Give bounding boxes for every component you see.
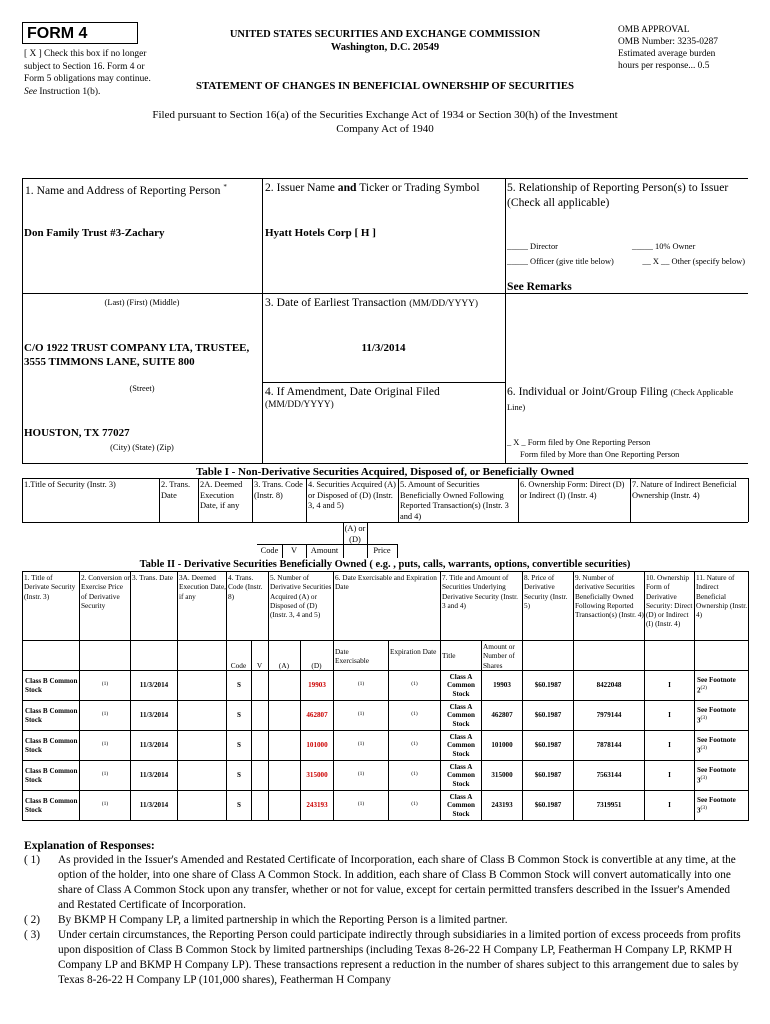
transaction-date: 11/3/2014 <box>131 791 178 821</box>
transaction-v <box>252 731 269 761</box>
footnote-text: As provided in the Issuer's Amended and Restated Certificate of Incorporation, each share of Class B Common Stock is convertible at any time, at the option of the holder, into one share of Class A Common Stock. In addition, each share of Class B Common Stock will convert automatically into one share of Class A Common Stock upon any transfer, whether or not for value, except for certain permitted transfers described in the Issuer's Amended and Restated Certificate of Incorporation. <box>58 854 736 911</box>
grid-line <box>198 478 199 522</box>
box4-format: (MM/DD/YYYY) <box>265 400 334 410</box>
t2-sub-date-exercisable: Date Exercisable <box>335 647 370 666</box>
conversion-price-footnote-ref: (1) <box>101 711 109 718</box>
table1-title: Table I - Non-Derivative Securities Acquired, Disposed of, or Beneficially Owned <box>195 466 575 478</box>
city-fields-label: (City) (State) (Zip) <box>110 443 174 452</box>
grid-line <box>177 571 178 670</box>
omb-burden: Estimated average burden <box>618 49 716 59</box>
disposed-amount: 19903 <box>301 671 334 701</box>
t1-col3: 3. Trans. Code (Instr. 8) <box>254 480 303 500</box>
grid-line <box>644 571 645 670</box>
owned-following: 8422048 <box>574 671 645 701</box>
footnote-ref: (3) <box>700 805 707 812</box>
footnote <box>24 928 748 988</box>
deemed-execution-date <box>178 791 227 821</box>
underlying-title: Class A Common Stock <box>441 761 482 791</box>
grid-line <box>79 571 80 670</box>
grid-line <box>748 478 749 522</box>
box6-label-text: 6. Individual or Joint/Group Filing <box>507 385 668 398</box>
owned-following: 7878144 <box>574 731 645 761</box>
acquired-amount <box>269 791 301 821</box>
transaction-date: 11/3/2014 <box>131 761 178 791</box>
underlying-title: Class A Common Stock <box>441 791 482 821</box>
table-row <box>23 791 749 821</box>
t1-sub-code: Code <box>260 546 279 555</box>
omb-approval <box>618 24 758 72</box>
relationship-other[interactable]: __ X __ Other (specify below) <box>642 257 745 266</box>
date-exercisable-footnote-ref: (1) <box>357 771 365 778</box>
ownership-form: I <box>645 671 695 701</box>
conversion-price-footnote-ref: (1) <box>101 801 109 808</box>
t2-sub-amount: Amount or Number of Shares <box>483 642 515 670</box>
footnote-link: See Footnote 3 <box>697 705 736 725</box>
earliest-transaction-date: 11/3/2014 <box>361 342 406 354</box>
reporting-street: C/O 1922 TRUST COMPANY LTA, TRUSTEE, 3555 TIMMONS LANE, SUITE 800 <box>24 342 250 368</box>
box2-label-post: Ticker or Trading Symbol <box>359 181 480 194</box>
ownership-form: I <box>645 731 695 761</box>
table-row <box>23 671 749 701</box>
expiration-date <box>389 731 441 761</box>
grid-line <box>398 478 399 522</box>
t2-col11: 11. Nature of Indirect Beneficial Ownership (Instr. 4) <box>696 573 748 620</box>
grid-line <box>262 178 263 463</box>
agency-name: UNITED STATES SECURITIES AND EXCHANGE COMMISSION <box>229 29 541 40</box>
derivative-security-title: Class B Common Stock <box>23 731 80 761</box>
acquired-amount <box>269 731 301 761</box>
table-row <box>23 701 749 731</box>
underlying-title: Class A Common Stock <box>441 701 482 731</box>
footnote-text: Under certain circumstances, the Reporting Person could participate indirectly through subsidiaries in a limited portion of excess proceeds from profits upon disposition of Class B Common Stock by limited partnerships (including Texas 8-26-22 H Company LP, Featherman H Company LP, RKMP H Company LP and BKMP H Company LP). These transactions represent a reduction in the number of shares subject to this arrangement due to sales by Texas 8-26-22 H Company LP (101,000 shares), Featherman H Company <box>58 929 741 986</box>
form-label: FORM 4 <box>27 25 88 42</box>
underlying-title: Class A Common Stock <box>441 731 482 761</box>
grid-line <box>159 478 160 522</box>
expiration-date <box>389 701 441 731</box>
grid-line <box>22 178 748 179</box>
grid-line <box>22 178 23 463</box>
filed-pursuant: Filed pursuant to Section 16(a) of the Securities Exchange Act of 1934 or Section 30(h) of the Investment Company Act of 1940 <box>152 109 618 135</box>
grid-line <box>22 478 23 522</box>
transaction-code: S <box>227 731 252 761</box>
date-exercisable <box>334 671 389 701</box>
t2-col3a: 3A. Deemed Execution Date, if any <box>179 573 227 601</box>
box2-label <box>265 180 505 195</box>
conversion-price <box>80 671 131 701</box>
t2-col9: 9. Number of derivative Securities Beneficially Owned Following Reported Transaction(s) (Instr. 4) <box>575 573 644 620</box>
statement-title: STATEMENT OF CHANGES IN BENEFICIAL OWNERSHIP OF SECURITIES <box>195 80 575 92</box>
acquired-amount <box>269 701 301 731</box>
expiration-date-footnote-ref: (1) <box>411 711 418 718</box>
deemed-execution-date <box>178 701 227 731</box>
t2-sub-code: Code <box>230 661 247 670</box>
conversion-price-footnote-ref: (1) <box>101 681 109 688</box>
t1-col7: 7. Nature of Indirect Beneficial Ownership (Instr. 4) <box>632 480 737 500</box>
t1-col4: 4. Securities Acquired (A) or Disposed of (D) (Instr. 3, 4 and 5) <box>308 480 396 510</box>
grid-line <box>22 478 748 479</box>
filing-more-persons[interactable]: Form filed by More than One Reporting Person <box>520 450 680 459</box>
t1-sub-amount: Amount <box>310 546 339 555</box>
footnote-ref: (3) <box>700 745 707 752</box>
relationship-officer[interactable]: _____ Officer (give title below) <box>507 257 614 266</box>
derivative-security-title: Class B Common Stock <box>23 761 80 791</box>
conversion-price <box>80 731 131 761</box>
conversion-price <box>80 791 131 821</box>
footnote-number: ( 1) <box>24 854 40 866</box>
underlying-shares: 243193 <box>482 791 523 821</box>
box5-label-text: 5. Relationship of Reporting Person(s) to Issuer <box>507 181 729 194</box>
grid-line <box>262 382 506 383</box>
indirect-nature <box>695 791 749 821</box>
derivative-security-title: Class B Common Stock <box>23 791 80 821</box>
section16-checkbox-text: Check this box if no longer subject to Section 16. Form 4 or Form 5 obligations may continue. <box>24 49 151 84</box>
relationship-director[interactable]: _____ Director <box>507 242 558 251</box>
box2-label-and: and <box>337 181 357 194</box>
omb-title: OMB APPROVAL <box>618 25 690 35</box>
transaction-v <box>252 791 269 821</box>
t1-col6: 6. Ownership Form: Direct (D) or Indirect (I) (Instr. 4) <box>520 480 625 500</box>
reporting-person-name: Don Family Trust #3-Zachary <box>24 227 165 239</box>
expiration-date <box>389 791 441 821</box>
grid-line <box>22 571 23 670</box>
box3-format: (MM/DD/YYYY) <box>409 299 479 309</box>
see-remarks: See Remarks <box>507 280 572 293</box>
expiration-date <box>389 671 441 701</box>
t2-col6: 6. Date Exercisable and Expiration Date <box>335 573 437 592</box>
grid-line <box>573 571 574 670</box>
transaction-date: 11/3/2014 <box>131 671 178 701</box>
expiration-date <box>389 761 441 791</box>
box6-sub: (Check Applicable Line) <box>507 388 734 412</box>
grid-line <box>630 478 631 522</box>
footnote-number: ( 2) <box>24 914 40 926</box>
grid-line <box>252 478 253 522</box>
explanation-section <box>24 838 748 988</box>
derivative-price: $60.1987 <box>523 671 574 701</box>
underlying-shares: 19903 <box>482 671 523 701</box>
ownership-form: I <box>645 761 695 791</box>
disposed-amount: 462807 <box>301 701 334 731</box>
relationship-10pct-owner[interactable]: _____ 10% Owner <box>632 242 696 251</box>
filing-one-person[interactable]: _ X _ Form filed by One Reporting Person <box>507 438 651 447</box>
box4-label: 4. If Amendment, Date Original Filed <box>265 385 440 398</box>
footnote-link: See Footnote 3 <box>697 795 736 815</box>
ownership-form: I <box>645 791 695 821</box>
expiration-date-footnote-ref: (1) <box>411 801 418 808</box>
grid-line <box>505 178 506 463</box>
grid-line <box>226 571 227 670</box>
t1-col5: 5. Amount of Securities Beneficially Owned Following Reported Transaction(s) (Instr. 3 and 4) <box>400 480 509 521</box>
expiration-date-footnote-ref: (1) <box>411 681 418 688</box>
issuer-name: Hyatt Hotels Corp [ H ] <box>265 227 376 239</box>
derivative-price: $60.1987 <box>523 731 574 761</box>
box5-label <box>507 180 749 210</box>
t2-col4: 4. Trans. Code (Instr. 8) <box>228 573 263 601</box>
transaction-v <box>252 701 269 731</box>
t2-col8: 8. Price of Derivative Security (Instr. 5) <box>524 573 568 610</box>
expiration-date-footnote-ref: (1) <box>411 741 418 748</box>
reporting-city: HOUSTON, TX 77027 <box>24 427 130 439</box>
underlying-title: Class A Common Stock <box>441 671 482 701</box>
grid-line <box>268 571 269 670</box>
grid-line <box>440 571 441 670</box>
grid-line <box>130 571 131 670</box>
form-title-box <box>22 22 138 44</box>
grid-line <box>518 478 519 522</box>
box6-label <box>507 384 749 414</box>
deemed-execution-date <box>178 671 227 701</box>
t2-col2: 2. Conversion or Exercise Price of Derivative Security <box>81 573 130 610</box>
expiration-date-footnote-ref: (1) <box>411 771 418 778</box>
disposed-amount: 315000 <box>301 761 334 791</box>
box3-label-text: 3. Date of Earliest Transaction <box>265 296 407 309</box>
footnote <box>24 853 748 913</box>
transaction-code: S <box>227 791 252 821</box>
derivative-price: $60.1987 <box>523 701 574 731</box>
derivative-security-title: Class B Common Stock <box>23 701 80 731</box>
derivative-security-title: Class B Common Stock <box>23 671 80 701</box>
see-label: See <box>24 86 38 97</box>
disposed-amount: 101000 <box>301 731 334 761</box>
table2-title: Table II - Derivative Securities Beneficially Owned ( e.g. , puts, calls, warrants, options, convertible securities) <box>139 559 631 570</box>
table-row <box>23 731 749 761</box>
instruction-ref: Instruction 1(b). <box>39 86 101 97</box>
grid-line <box>306 478 307 522</box>
date-exercisable-footnote-ref: (1) <box>357 801 365 808</box>
footnote-link: See Footnote 3 <box>697 735 736 755</box>
t1-sub-v: V <box>290 546 298 555</box>
grid-line <box>333 571 334 670</box>
box1-label <box>25 180 261 198</box>
indirect-nature <box>695 701 749 731</box>
table-row <box>23 761 749 791</box>
street-label: (Street) <box>129 384 155 393</box>
footnote-ref: (2) <box>700 685 707 692</box>
box1-asterisk: * <box>223 183 227 191</box>
t2-col7: 7. Title and Amount of Securities Underlying Derivative Security (Instr. 3 and 4) <box>442 573 518 610</box>
t2-col3: 3. Trans. Date <box>132 573 173 582</box>
t1-col1: 1.Title of Security (Instr. 3) <box>24 480 116 489</box>
indirect-nature <box>695 671 749 701</box>
grid-line <box>481 640 482 670</box>
indirect-nature <box>695 731 749 761</box>
t2-col10: 10. Ownership Form of Derivative Security: Direct (D) or Indirect (I) (Instr. 4) <box>646 573 693 629</box>
disposed-amount: 243193 <box>301 791 334 821</box>
t2-sub-v: V <box>256 661 263 670</box>
transaction-code: S <box>227 671 252 701</box>
transaction-code: S <box>227 761 252 791</box>
underlying-shares: 101000 <box>482 731 523 761</box>
footnote-text: By BKMP H Company LP, a limited partnership in which the Reporting Person is a limited partner. <box>58 914 508 926</box>
name-fields-label: (Last) (First) (Middle) <box>104 298 180 307</box>
deemed-execution-date <box>178 731 227 761</box>
transaction-code: S <box>227 701 252 731</box>
owned-following: 7979144 <box>574 701 645 731</box>
date-exercisable <box>334 791 389 821</box>
t2-sub-title: Title <box>442 651 456 660</box>
transaction-date: 11/3/2014 <box>131 701 178 731</box>
footnote-ref: (3) <box>700 775 707 782</box>
transaction-date: 11/3/2014 <box>131 731 178 761</box>
date-exercisable-footnote-ref: (1) <box>357 711 365 718</box>
conversion-price <box>80 701 131 731</box>
transaction-v <box>252 671 269 701</box>
footnote-number: ( 3) <box>24 929 40 941</box>
footnote <box>24 913 748 928</box>
explanation-heading: Explanation of Responses: <box>24 839 155 852</box>
date-exercisable <box>334 731 389 761</box>
grid-line <box>397 544 398 558</box>
box3-label <box>265 295 505 312</box>
derivative-table <box>22 670 749 821</box>
box1-label-text: 1. Name and Address of Reporting Person <box>25 183 221 197</box>
t2-col5: 5. Number of Derivative Securities Acquired (A) or Disposed of (D) (Instr. 3, 4 and 5) <box>270 573 332 620</box>
t2-sub-expiration: Expiration Date <box>390 647 437 656</box>
date-exercisable-footnote-ref: (1) <box>357 681 365 688</box>
grid-line <box>694 571 695 670</box>
omb-hours: hours per response... 0.5 <box>618 61 710 71</box>
t1-sub-aord: (A) or (D) <box>344 524 366 544</box>
conversion-price-footnote-ref: (1) <box>101 741 109 748</box>
box2-label-pre: 2. Issuer Name <box>265 181 335 194</box>
footnote-ref: (3) <box>700 715 707 722</box>
t2-col1: 1. Title of Derivate Security (Instr. 3) <box>24 573 76 601</box>
grid-line <box>748 571 749 670</box>
box5-sub: (Check all applicable) <box>507 196 610 209</box>
acquired-amount <box>269 761 301 791</box>
indirect-nature <box>695 761 749 791</box>
grid-line <box>522 571 523 670</box>
derivative-price: $60.1987 <box>523 761 574 791</box>
t2-sub-d: (D) <box>311 661 322 670</box>
acquired-amount <box>269 671 301 701</box>
conversion-price <box>80 761 131 791</box>
t1-col2a: 2A. Deemed Execution Date, if any <box>200 480 243 510</box>
t2-sub-a: (A) <box>278 661 290 670</box>
date-exercisable <box>334 761 389 791</box>
grid-line <box>22 463 748 464</box>
date-exercisable-footnote-ref: (1) <box>357 741 365 748</box>
grid-line <box>22 522 748 523</box>
ownership-form: I <box>645 701 695 731</box>
underlying-shares: 462807 <box>482 701 523 731</box>
omb-number: OMB Number: 3235-0287 <box>618 37 718 47</box>
footnote-link: See Footnote 2 <box>697 675 736 695</box>
owned-following: 7563144 <box>574 761 645 791</box>
conversion-price-footnote-ref: (1) <box>101 771 109 778</box>
grid-line <box>257 544 397 545</box>
agency-title <box>180 28 590 54</box>
agency-location: Washington, D.C. 20549 <box>330 42 440 53</box>
section16-checkbox[interactable]: [ X ] <box>24 49 42 59</box>
t1-col2: 2. Trans. Date <box>161 480 191 500</box>
derivative-price: $60.1987 <box>523 791 574 821</box>
footnote-link: See Footnote 3 <box>697 765 736 785</box>
date-exercisable <box>334 701 389 731</box>
underlying-shares: 315000 <box>482 761 523 791</box>
deemed-execution-date <box>178 761 227 791</box>
grid-line <box>22 293 748 294</box>
owned-following: 7319951 <box>574 791 645 821</box>
grid-line <box>388 640 389 670</box>
transaction-v <box>252 761 269 791</box>
t1-sub-price: Price <box>373 546 391 555</box>
